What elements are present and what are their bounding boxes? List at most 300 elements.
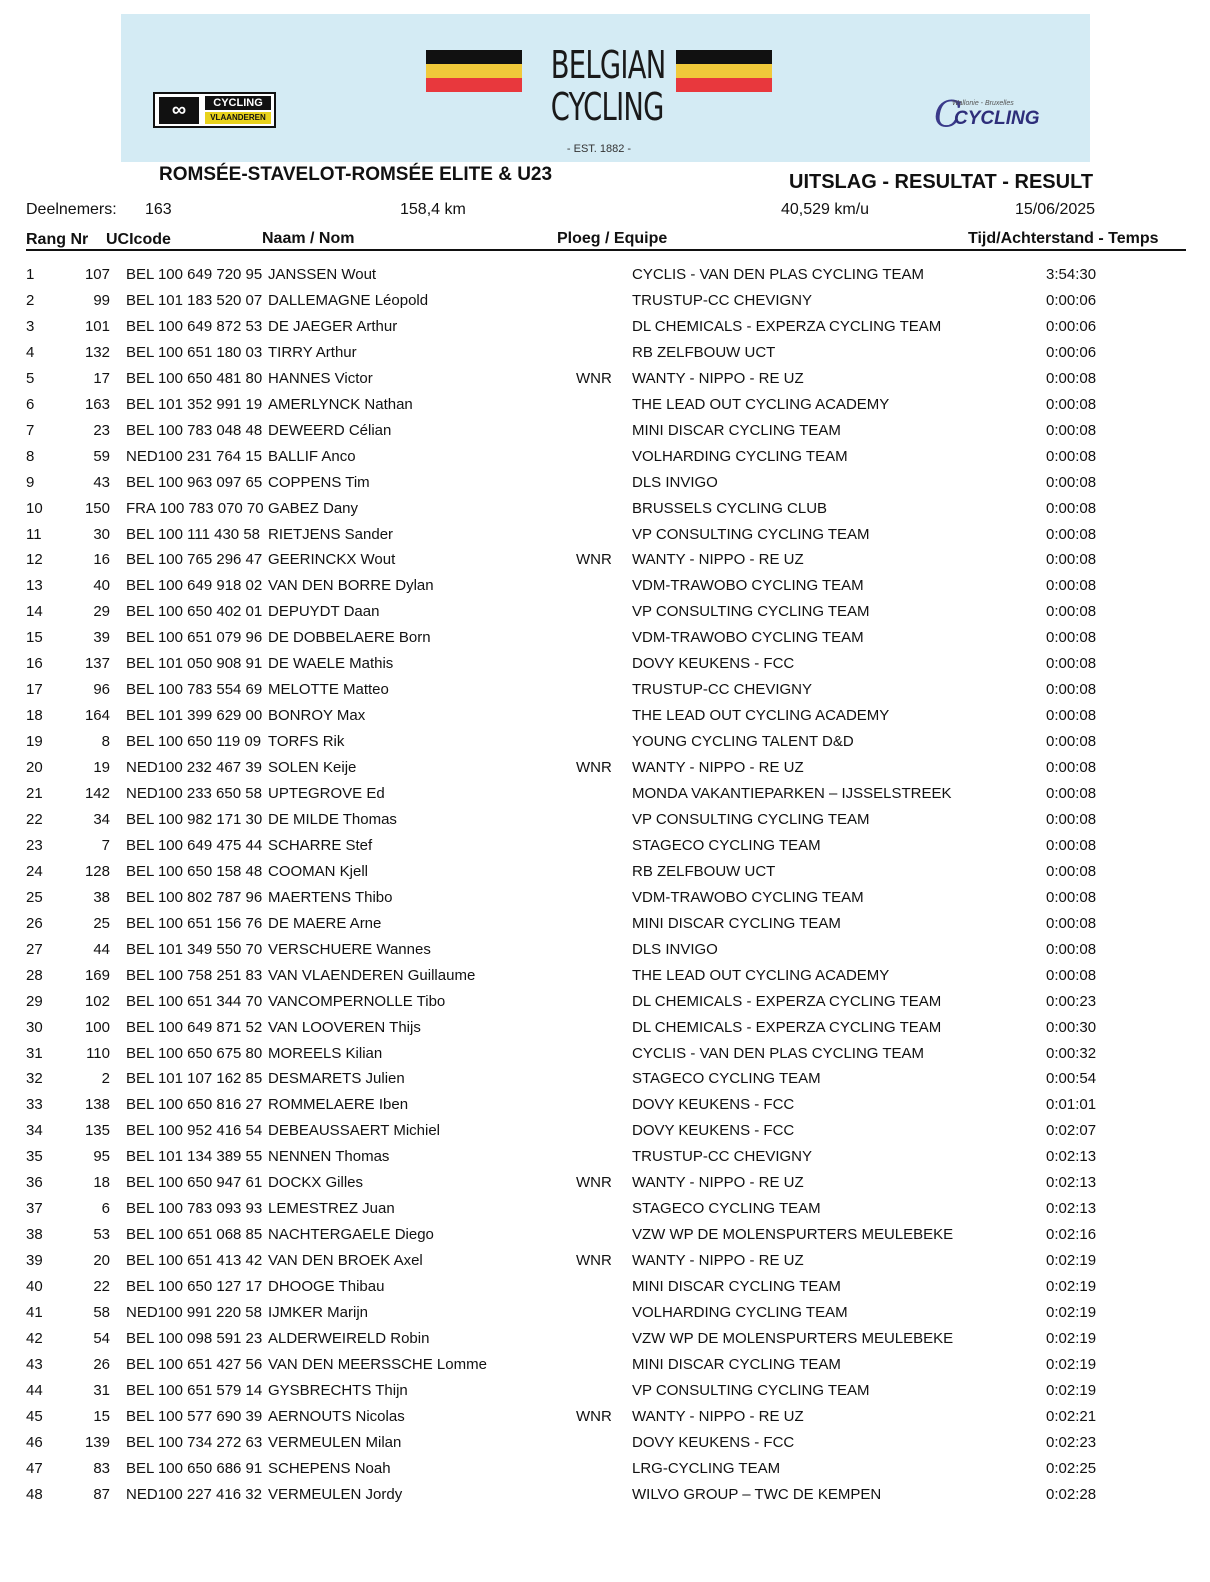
team-cell: MINI DISCAR CYCLING TEAM bbox=[632, 1278, 841, 1296]
table-row bbox=[0, 1304, 1210, 1330]
table-row bbox=[0, 1200, 1210, 1226]
uci-code-cell: BEL 100 783 093 93 bbox=[126, 1200, 263, 1218]
uci-code-cell: BEL 100 651 156 76 bbox=[126, 914, 263, 932]
rank-cell: 27 bbox=[26, 940, 43, 958]
bib-number-cell: 107 bbox=[84, 266, 110, 283]
bib-number-cell: 59 bbox=[93, 447, 110, 465]
time-cell: 3:54:30 bbox=[1046, 266, 1097, 283]
team-cell: WILVO GROUP – TWC DE KEMPEN bbox=[632, 1485, 882, 1503]
rider-name-cell: GYSBRECHTS Thijn bbox=[268, 1381, 408, 1399]
team-cell: STAGECO CYCLING TEAM bbox=[632, 1070, 821, 1088]
rider-name-cell: HANNES Victor bbox=[268, 369, 373, 387]
rider-name-cell: SCHARRE Stef bbox=[268, 836, 373, 854]
table-row bbox=[0, 1148, 1210, 1174]
rider-name-cell: MELOTTE Matteo bbox=[268, 681, 389, 699]
uci-code-cell: BEL 100 651 427 56 bbox=[126, 1355, 263, 1373]
time-cell: 0:00:30 bbox=[1046, 1018, 1097, 1036]
team-cell: MINI DISCAR CYCLING TEAM bbox=[632, 421, 841, 439]
rider-name-cell: ALDERWEIRELD Robin bbox=[268, 1329, 430, 1347]
table-row bbox=[0, 811, 1210, 837]
uci-code-cell: BEL 101 050 908 91 bbox=[126, 655, 263, 673]
table-row bbox=[0, 629, 1210, 655]
bib-number-cell: 137 bbox=[84, 655, 110, 673]
rider-name-cell: DEBEAUSSAERT Michiel bbox=[268, 1122, 441, 1140]
rank-cell: 38 bbox=[26, 1226, 43, 1244]
uci-code-cell: NED100 227 416 32 bbox=[126, 1485, 262, 1503]
rank-cell: 40 bbox=[26, 1278, 43, 1296]
rider-name-cell: VERMEULEN Jordy bbox=[268, 1485, 403, 1503]
table-row bbox=[0, 1434, 1210, 1460]
uci-code-cell: BEL 100 651 579 14 bbox=[126, 1381, 263, 1399]
team-cell: THE LEAD OUT CYCLING ACADEMY bbox=[632, 395, 890, 413]
time-cell: 0:02:19 bbox=[1046, 1278, 1097, 1296]
team-cell: VOLHARDING CYCLING TEAM bbox=[632, 1304, 848, 1321]
time-cell: 0:00:08 bbox=[1046, 551, 1097, 569]
table-row bbox=[0, 1045, 1210, 1071]
uci-code-cell: BEL 101 352 991 19 bbox=[126, 395, 263, 413]
wallonie-bruxelles-cycling-logo bbox=[934, 95, 1040, 136]
rider-name-cell: DE JAEGER Arthur bbox=[268, 317, 398, 335]
bib-number-cell: 23 bbox=[93, 421, 110, 439]
bib-number-cell: 99 bbox=[93, 291, 110, 309]
time-cell: 0:00:06 bbox=[1046, 343, 1097, 361]
col-time: Tijd/Achterstand - Temps bbox=[968, 230, 1159, 247]
table-row bbox=[0, 707, 1210, 733]
cv-logo-bottom: VLAANDEREN bbox=[205, 112, 271, 124]
team-cell: DOVY KEUKENS - FCC bbox=[632, 1096, 795, 1114]
table-row bbox=[0, 1278, 1210, 1304]
team-code-cell: WNR bbox=[576, 1174, 612, 1192]
rank-cell: 39 bbox=[26, 1252, 43, 1270]
logo-est-label: - EST. 1882 - bbox=[566, 143, 632, 155]
uci-code-cell: BEL 100 649 918 02 bbox=[126, 577, 263, 595]
bib-number-cell: 30 bbox=[93, 525, 110, 543]
rank-cell: 15 bbox=[26, 629, 43, 647]
bib-number-cell: 150 bbox=[84, 499, 110, 517]
team-cell: VP CONSULTING CYCLING TEAM bbox=[632, 603, 870, 621]
time-cell: 0:02:19 bbox=[1046, 1252, 1097, 1270]
rank-cell: 12 bbox=[26, 551, 43, 569]
time-cell: 0:02:19 bbox=[1046, 1381, 1097, 1399]
rank-cell: 46 bbox=[26, 1433, 43, 1451]
uci-code-cell: BEL 101 107 162 85 bbox=[126, 1070, 263, 1088]
team-cell: STAGECO CYCLING TEAM bbox=[632, 1200, 821, 1218]
uci-code-cell: BEL 101 399 629 00 bbox=[126, 707, 263, 725]
rider-name-cell: AERNOUTS Nicolas bbox=[268, 1407, 405, 1425]
rider-name-cell: DHOOGE Thibau bbox=[268, 1278, 385, 1296]
team-cell: VZW WP DE MOLENSPURTERS MEULEBEKE bbox=[632, 1226, 954, 1244]
table-row bbox=[0, 1174, 1210, 1200]
bib-number-cell: 43 bbox=[93, 473, 110, 491]
rider-name-cell: GEERINCKX Wout bbox=[268, 551, 396, 569]
race-distance: 158,4 km bbox=[400, 201, 466, 218]
rider-name-cell: VAN DEN MEERSSCHE Lomme bbox=[268, 1355, 487, 1373]
rank-cell: 25 bbox=[26, 888, 43, 906]
time-cell: 0:00:08 bbox=[1046, 681, 1097, 699]
team-cell: THE LEAD OUT CYCLING ACADEMY bbox=[632, 707, 890, 725]
uci-code-cell: BEL 100 111 430 58 bbox=[126, 525, 261, 543]
team-cell: VOLHARDING CYCLING TEAM bbox=[632, 447, 848, 465]
rank-cell: 33 bbox=[26, 1096, 43, 1114]
participants-count: 163 bbox=[145, 201, 172, 218]
time-cell: 0:02:21 bbox=[1046, 1407, 1097, 1425]
rider-name-cell: DE MAERE Arne bbox=[268, 914, 382, 932]
rank-cell: 9 bbox=[26, 473, 35, 491]
rider-name-cell: DE MILDE Thomas bbox=[268, 810, 397, 828]
table-row bbox=[0, 915, 1210, 941]
bib-number-cell: 29 bbox=[93, 603, 110, 621]
table-row bbox=[0, 993, 1210, 1019]
rider-name-cell: VANCOMPERNOLLE Tibo bbox=[268, 992, 446, 1010]
rider-name-cell: DEPUYDT Daan bbox=[268, 603, 380, 621]
rank-cell: 23 bbox=[26, 836, 43, 854]
table-row bbox=[0, 1122, 1210, 1148]
time-cell: 0:00:08 bbox=[1046, 421, 1097, 439]
table-row bbox=[0, 1226, 1210, 1252]
table-row bbox=[0, 889, 1210, 915]
time-cell: 0:00:08 bbox=[1046, 810, 1097, 828]
cv-logo-top: CYCLING bbox=[205, 96, 271, 110]
uci-code-cell: BEL 100 651 068 85 bbox=[126, 1226, 263, 1244]
rank-cell: 32 bbox=[26, 1070, 43, 1088]
logo-line-2: CYCLING bbox=[550, 85, 664, 129]
team-cell: WANTY - NIPPO - RE UZ bbox=[632, 1252, 804, 1270]
team-cell: WANTY - NIPPO - RE UZ bbox=[632, 1174, 804, 1192]
team-cell: MONDA VAKANTIEPARKEN – IJSSELSTREEK bbox=[632, 785, 952, 802]
uci-code-cell: BEL 100 098 591 23 bbox=[126, 1329, 263, 1347]
team-code-cell: WNR bbox=[576, 369, 612, 387]
team-cell: TRUSTUP-CC CHEVIGNY bbox=[632, 681, 813, 699]
time-cell: 0:00:06 bbox=[1046, 317, 1097, 335]
time-cell: 0:02:13 bbox=[1046, 1200, 1097, 1218]
rider-name-cell: JANSSEN Wout bbox=[268, 266, 377, 283]
bib-number-cell: 110 bbox=[86, 1044, 110, 1062]
rider-name-cell: AMERLYNCK Nathan bbox=[268, 395, 413, 413]
bib-number-cell: 15 bbox=[93, 1407, 110, 1425]
uci-code-cell: BEL 100 651 079 96 bbox=[126, 629, 263, 647]
bib-number-cell: 22 bbox=[93, 1278, 110, 1296]
rank-cell: 10 bbox=[26, 499, 43, 517]
team-cell: MINI DISCAR CYCLING TEAM bbox=[632, 914, 841, 932]
rider-name-cell: MAERTENS Thibo bbox=[268, 888, 393, 906]
time-cell: 0:02:07 bbox=[1046, 1122, 1097, 1140]
rider-name-cell: COOMAN Kjell bbox=[268, 862, 369, 880]
time-cell: 0:00:08 bbox=[1046, 733, 1097, 751]
rank-cell: 17 bbox=[26, 681, 43, 699]
table-row bbox=[0, 1460, 1210, 1486]
table-row bbox=[0, 551, 1210, 577]
rank-cell: 36 bbox=[26, 1174, 43, 1192]
rider-name-cell: VAN LOOVEREN Thijs bbox=[268, 1018, 421, 1036]
table-row bbox=[0, 344, 1210, 370]
rider-name-cell: COPPENS Tim bbox=[268, 473, 370, 491]
bib-number-cell: 135 bbox=[84, 1122, 110, 1140]
time-cell: 0:00:08 bbox=[1046, 395, 1097, 413]
uci-code-cell: NED100 231 764 15 bbox=[126, 447, 262, 465]
uci-code-cell: BEL 100 649 720 95 bbox=[126, 266, 263, 283]
uci-code-cell: BEL 101 349 550 70 bbox=[126, 940, 263, 958]
time-cell: 0:00:08 bbox=[1046, 447, 1097, 465]
time-cell: 0:00:08 bbox=[1046, 888, 1097, 906]
time-cell: 0:00:08 bbox=[1046, 966, 1097, 984]
uci-code-cell: BEL 100 758 251 83 bbox=[126, 966, 263, 984]
time-cell: 0:00:08 bbox=[1046, 629, 1097, 647]
uci-code-cell: BEL 100 963 097 65 bbox=[126, 473, 263, 491]
rank-cell: 31 bbox=[26, 1044, 43, 1062]
rider-name-cell: DEWEERD Célian bbox=[268, 421, 392, 439]
table-row bbox=[0, 474, 1210, 500]
rider-name-cell: VERSCHUERE Wannes bbox=[268, 940, 431, 958]
table-row bbox=[0, 759, 1210, 785]
time-cell: 0:02:13 bbox=[1046, 1148, 1097, 1166]
table-row bbox=[0, 318, 1210, 344]
team-cell: VDM-TRAWOBO CYCLING TEAM bbox=[632, 577, 864, 595]
bib-number-cell: 87 bbox=[93, 1485, 110, 1503]
col-team: Ploeg / Equipe bbox=[557, 230, 668, 247]
rider-name-cell: SCHEPENS Noah bbox=[268, 1459, 391, 1477]
table-row bbox=[0, 941, 1210, 967]
rank-cell: 34 bbox=[26, 1122, 43, 1140]
uci-code-cell: FRA 100 783 070 70 bbox=[126, 499, 264, 517]
rank-cell: 21 bbox=[26, 785, 43, 802]
time-cell: 0:00:08 bbox=[1046, 655, 1097, 673]
bib-number-cell: 102 bbox=[84, 992, 110, 1010]
bib-number-cell: 138 bbox=[84, 1096, 110, 1114]
rank-cell: 4 bbox=[26, 343, 35, 361]
time-cell: 0:02:13 bbox=[1046, 1174, 1097, 1192]
uci-code-cell: BEL 100 650 947 61 bbox=[126, 1174, 263, 1192]
time-cell: 0:00:08 bbox=[1046, 862, 1097, 880]
cycling-c-icon: C bbox=[934, 95, 962, 136]
time-cell: 0:02:23 bbox=[1046, 1433, 1097, 1451]
time-cell: 0:01:01 bbox=[1046, 1096, 1097, 1114]
uci-code-cell: BEL 100 802 787 96 bbox=[126, 888, 263, 906]
team-cell: CYCLIS - VAN DEN PLAS CYCLING TEAM bbox=[632, 1044, 925, 1062]
team-cell: DL CHEMICALS - EXPERZA CYCLING TEAM bbox=[632, 317, 942, 335]
time-cell: 0:02:19 bbox=[1046, 1329, 1097, 1347]
table-row bbox=[0, 266, 1210, 292]
rank-cell: 13 bbox=[26, 577, 43, 595]
cycling-vlaanderen-logo bbox=[153, 92, 276, 128]
team-cell: BRUSSELS CYCLING CLUB bbox=[632, 499, 828, 517]
rider-name-cell: TIRRY Arthur bbox=[268, 343, 357, 361]
team-cell: RB ZELFBOUW UCT bbox=[632, 343, 776, 361]
team-cell: TRUSTUP-CC CHEVIGNY bbox=[632, 291, 813, 309]
rider-name-cell: GABEZ Dany bbox=[268, 499, 359, 517]
team-cell: RB ZELFBOUW UCT bbox=[632, 862, 776, 880]
bib-number-cell: 38 bbox=[93, 888, 110, 906]
rank-cell: 6 bbox=[26, 395, 35, 413]
table-row bbox=[0, 733, 1210, 759]
rider-name-cell: ROMMELAERE Iben bbox=[268, 1096, 409, 1114]
bib-number-cell: 132 bbox=[84, 343, 110, 361]
team-cell: VDM-TRAWOBO CYCLING TEAM bbox=[632, 888, 864, 906]
team-cell: DOVY KEUKENS - FCC bbox=[632, 1433, 795, 1451]
team-cell: LRG-CYCLING TEAM bbox=[632, 1459, 781, 1477]
table-row bbox=[0, 1330, 1210, 1356]
uci-code-cell: NED100 233 650 58 bbox=[126, 785, 262, 802]
rank-cell: 8 bbox=[26, 447, 35, 465]
team-code-cell: WNR bbox=[576, 759, 612, 777]
team-cell: THE LEAD OUT CYCLING ACADEMY bbox=[632, 966, 890, 984]
table-row bbox=[0, 967, 1210, 993]
rank-cell: 35 bbox=[26, 1148, 43, 1166]
rank-cell: 48 bbox=[26, 1485, 43, 1503]
time-cell: 0:00:08 bbox=[1046, 499, 1097, 517]
team-cell: MINI DISCAR CYCLING TEAM bbox=[632, 1355, 841, 1373]
rank-cell: 30 bbox=[26, 1018, 43, 1036]
bib-number-cell: 19 bbox=[93, 759, 110, 777]
rank-cell: 18 bbox=[26, 707, 43, 725]
bib-number-cell: 17 bbox=[93, 369, 110, 387]
rider-name-cell: MOREELS Kilian bbox=[268, 1044, 383, 1062]
bib-number-cell: 164 bbox=[84, 707, 110, 725]
bib-number-cell: 6 bbox=[101, 1200, 110, 1218]
table-row bbox=[0, 603, 1210, 629]
table-row bbox=[0, 422, 1210, 448]
rank-cell: 11 bbox=[26, 525, 42, 543]
team-cell: VP CONSULTING CYCLING TEAM bbox=[632, 810, 870, 828]
bib-number-cell: 54 bbox=[93, 1329, 110, 1347]
rider-name-cell: DE WAELE Mathis bbox=[268, 655, 394, 673]
rank-cell: 47 bbox=[26, 1459, 43, 1477]
team-cell: WANTY - NIPPO - RE UZ bbox=[632, 551, 804, 569]
uci-code-cell: BEL 101 183 520 07 bbox=[126, 291, 263, 309]
uci-code-cell: BEL 100 577 690 39 bbox=[126, 1407, 263, 1425]
bib-number-cell: 26 bbox=[93, 1355, 110, 1373]
uci-code-cell: BEL 100 650 686 91 bbox=[126, 1459, 263, 1477]
rider-name-cell: DESMARETS Julien bbox=[268, 1070, 405, 1088]
bib-number-cell: 18 bbox=[93, 1174, 110, 1192]
rank-cell: 5 bbox=[26, 369, 35, 387]
bib-number-cell: 128 bbox=[84, 862, 110, 880]
rider-name-cell: BONROY Max bbox=[268, 707, 366, 725]
rank-cell: 42 bbox=[26, 1329, 43, 1347]
rider-name-cell: DALLEMAGNE Léopold bbox=[268, 291, 429, 309]
belgian-flag-left bbox=[426, 50, 522, 92]
team-cell: DOVY KEUKENS - FCC bbox=[632, 1122, 795, 1140]
rank-cell: 7 bbox=[26, 421, 35, 439]
rider-name-cell: NACHTERGAELE Diego bbox=[268, 1226, 434, 1244]
rider-name-cell: RIETJENS Sander bbox=[268, 525, 394, 543]
rank-cell: 28 bbox=[26, 966, 43, 984]
team-code-cell: WNR bbox=[576, 551, 612, 569]
uci-code-cell: BEL 100 650 119 09 bbox=[126, 733, 262, 751]
rank-cell: 16 bbox=[26, 655, 43, 673]
uci-code-cell: NED100 232 467 39 bbox=[126, 759, 262, 777]
time-cell: 0:00:08 bbox=[1046, 707, 1097, 725]
table-row bbox=[0, 837, 1210, 863]
bib-number-cell: 95 bbox=[93, 1148, 110, 1166]
bib-number-cell: 34 bbox=[93, 810, 110, 828]
team-cell: YOUNG CYCLING TALENT D&D bbox=[632, 733, 854, 751]
time-cell: 0:00:08 bbox=[1046, 940, 1097, 958]
bib-number-cell: 101 bbox=[84, 317, 110, 335]
team-cell: CYCLIS - VAN DEN PLAS CYCLING TEAM bbox=[632, 266, 925, 283]
table-row bbox=[0, 1252, 1210, 1278]
race-title: ROMSÉE-STAVELOT-ROMSÉE ELITE & U23 bbox=[159, 164, 553, 185]
time-cell: 0:02:25 bbox=[1046, 1459, 1097, 1477]
uci-code-cell: BEL 100 650 127 17 bbox=[126, 1278, 263, 1296]
uci-code-cell: BEL 100 734 272 63 bbox=[126, 1433, 263, 1451]
rider-name-cell: VAN VLAENDEREN Guillaume bbox=[268, 966, 476, 984]
race-date: 15/06/2025 bbox=[1015, 201, 1096, 218]
table-row bbox=[0, 1096, 1210, 1122]
table-row bbox=[0, 292, 1210, 318]
belgian-cycling-logo bbox=[550, 43, 666, 129]
table-row bbox=[0, 1356, 1210, 1382]
header-rule bbox=[26, 249, 1186, 251]
table-row bbox=[0, 370, 1210, 396]
team-code-cell: WNR bbox=[576, 1252, 612, 1270]
rider-name-cell: BALLIF Anco bbox=[268, 447, 356, 465]
rank-cell: 1 bbox=[26, 266, 35, 283]
rider-name-cell: IJMKER Marijn bbox=[268, 1304, 369, 1321]
team-cell: WANTY - NIPPO - RE UZ bbox=[632, 369, 804, 387]
uci-code-cell: BEL 100 650 402 01 bbox=[126, 603, 263, 621]
col-name: Naam / Nom bbox=[262, 230, 355, 247]
table-row bbox=[0, 526, 1210, 552]
time-cell: 0:00:08 bbox=[1046, 577, 1097, 595]
team-cell: DL CHEMICALS - EXPERZA CYCLING TEAM bbox=[632, 1018, 942, 1036]
rider-name-cell: UPTEGROVE Ed bbox=[268, 785, 385, 802]
rider-name-cell: VERMEULEN Milan bbox=[268, 1433, 402, 1451]
uci-code-cell: BEL 100 650 158 48 bbox=[126, 862, 263, 880]
uci-code-cell: BEL 100 649 871 52 bbox=[126, 1018, 263, 1036]
team-cell: DLS INVIGO bbox=[632, 940, 718, 958]
team-cell: DL CHEMICALS - EXPERZA CYCLING TEAM bbox=[632, 992, 942, 1010]
time-cell: 0:02:16 bbox=[1046, 1226, 1097, 1244]
bib-number-cell: 100 bbox=[84, 1018, 110, 1036]
col-rank-nr: Rang Nr bbox=[26, 231, 89, 248]
time-cell: 0:00:06 bbox=[1046, 291, 1097, 309]
average-speed: 40,529 km/u bbox=[781, 201, 870, 218]
uci-code-cell: BEL 100 651 180 03 bbox=[126, 343, 263, 361]
wb-logo-main: CYCLING bbox=[954, 108, 1040, 129]
time-cell: 0:00:08 bbox=[1046, 525, 1097, 543]
rank-cell: 26 bbox=[26, 914, 43, 932]
rider-name-cell: DE DOBBELAERE Born bbox=[268, 629, 431, 647]
bib-number-cell: 139 bbox=[84, 1433, 110, 1451]
table-row bbox=[0, 396, 1210, 422]
bib-number-cell: 25 bbox=[93, 914, 110, 932]
team-code-cell: WNR bbox=[576, 1407, 612, 1425]
belgian-flag-right bbox=[676, 50, 772, 92]
rank-cell: 29 bbox=[26, 992, 43, 1010]
uci-code-cell: BEL 100 783 048 48 bbox=[126, 421, 263, 439]
time-cell: 0:00:23 bbox=[1046, 992, 1097, 1010]
time-cell: 0:00:08 bbox=[1046, 914, 1097, 932]
time-cell: 0:00:08 bbox=[1046, 369, 1097, 387]
team-cell: TRUSTUP-CC CHEVIGNY bbox=[632, 1148, 813, 1166]
uci-code-cell: BEL 100 952 416 54 bbox=[126, 1122, 263, 1140]
table-row bbox=[0, 681, 1210, 707]
team-cell: STAGECO CYCLING TEAM bbox=[632, 836, 821, 854]
rank-cell: 41 bbox=[26, 1304, 43, 1321]
bib-number-cell: 142 bbox=[84, 785, 110, 802]
time-cell: 0:02:28 bbox=[1046, 1485, 1097, 1503]
bib-number-cell: 53 bbox=[93, 1226, 110, 1244]
uci-code-cell: NED100 991 220 58 bbox=[126, 1304, 262, 1321]
time-cell: 0:02:19 bbox=[1046, 1304, 1097, 1321]
rank-cell: 20 bbox=[26, 759, 43, 777]
rider-name-cell: SOLEN Keije bbox=[268, 759, 357, 777]
uci-code-cell: BEL 100 650 481 80 bbox=[126, 369, 263, 387]
uci-code-cell: BEL 100 649 872 53 bbox=[126, 317, 263, 335]
bib-number-cell: 44 bbox=[93, 940, 110, 958]
rank-cell: 44 bbox=[26, 1381, 43, 1399]
table-row bbox=[0, 1486, 1210, 1512]
